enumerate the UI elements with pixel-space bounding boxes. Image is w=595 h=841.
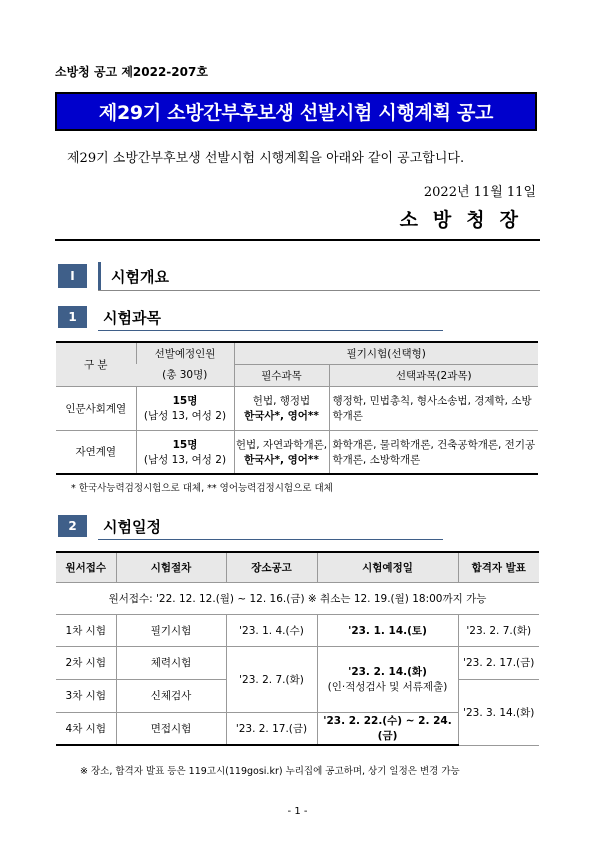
subsection-underline	[98, 330, 443, 331]
exam-date: '23. 2. 14.(화)	[348, 666, 427, 678]
quota-count: 15명	[172, 438, 198, 451]
row-quota	[136, 430, 234, 474]
intro-text: 제29기 소방간부후보생 선발시험 시행계획을 아래와 같이 공고합니다.	[67, 151, 465, 166]
schedule-footnote: ※ 장소, 합격자 발표 등은 119고시(119gosi.kr) 누리집에 공고하며, 상기 일정은 변경 가능	[80, 766, 460, 777]
subsection-title-schedule: 시험일정	[103, 518, 161, 536]
subsection-number-badge: 2	[58, 515, 87, 537]
venue-notice: '23. 2. 7.(화)	[226, 646, 317, 712]
header-divider	[55, 239, 540, 241]
row-required	[234, 430, 329, 474]
row-elective: 행정학, 민법총칙, 형사소송법, 경제학, 소방학개론	[329, 386, 538, 430]
table-row	[56, 386, 538, 430]
subjects-table	[56, 341, 538, 475]
header-venue-notice: 장소공고	[226, 552, 317, 582]
issuer-name: 소방청장	[399, 209, 533, 231]
venue-notice: '23. 1. 4.(수)	[226, 614, 317, 646]
exam-date: '23. 2. 22.(수) ~ 2. 24.(금)	[317, 712, 458, 745]
header-quota: 선발예정인원	[136, 342, 234, 364]
required-substitute: 한국사*, 영어**	[244, 410, 319, 422]
stage: 2차 시험	[56, 646, 116, 679]
header-written: 필기시험(선택형)	[234, 342, 538, 364]
header-exam-date: 시험예정일	[317, 552, 458, 582]
row-elective: 화학개론, 물리학개론, 건축공학개론, 전기공학개론, 소방학개론	[329, 430, 538, 474]
required-subjects: 헌법, 자연과학개론,	[235, 438, 328, 451]
procedure: 필기시험	[116, 614, 226, 646]
subsection-title-subjects: 시험과목	[103, 309, 161, 327]
quota-detail: (남성 13, 여성 2)	[143, 453, 227, 466]
result-date: '23. 3. 14.(화)	[458, 679, 539, 745]
result-date: '23. 2. 7.(화)	[458, 614, 539, 646]
row-required	[234, 386, 329, 430]
procedure: 면접시험	[116, 712, 226, 745]
subsection-number-badge: 1	[58, 306, 87, 328]
required-substitute: 한국사*, 영어**	[244, 453, 319, 466]
venue-notice: '23. 2. 17.(금)	[226, 712, 317, 745]
section-title: 시험개요	[111, 268, 169, 286]
table-row	[56, 614, 539, 646]
exam-date-cell	[317, 646, 458, 712]
required-subjects: 헌법, 행정법	[252, 395, 311, 407]
quota-detail: (남성 13, 여성 2)	[143, 410, 227, 422]
subsection-underline	[98, 539, 443, 540]
row-quota	[136, 386, 234, 430]
schedule-table	[56, 551, 539, 746]
section-underline	[98, 290, 540, 291]
page-number: - 1 -	[287, 806, 308, 817]
exam-date-note: (인·적성검사 및 서류제출)	[327, 681, 448, 693]
row-category: 자연계열	[56, 430, 136, 474]
header-elective: 선택과목(2과목)	[329, 364, 538, 386]
section-number-badge: I	[58, 264, 87, 288]
row-category: 인문사회계열	[56, 386, 136, 430]
header-procedure: 시험절차	[116, 552, 226, 582]
procedure: 신체검사	[116, 679, 226, 712]
application-period: 원서접수: '22. 12. 12.(월) ~ 12. 16.(금) ※ 취소는 12. 19.(월) 18:00까지 가능	[56, 582, 539, 614]
result-date: '23. 2. 17.(금)	[458, 646, 539, 679]
header-category: 구 분	[56, 342, 136, 386]
announcement-title: 제29기 소방간부후보생 선발시험 시행계획 공고	[98, 102, 494, 124]
section-accent-bar	[98, 262, 101, 290]
announcement-date: 2022년 11월 11일	[423, 185, 536, 200]
quota-count: 15명	[172, 395, 198, 407]
subjects-footnote: * 한국사능력검정시험으로 대체, ** 영어능력검정시험으로 대체	[71, 483, 333, 494]
procedure: 체력시험	[116, 646, 226, 679]
header-application: 원서접수	[56, 552, 116, 582]
exam-date: '23. 1. 14.(토)	[317, 614, 458, 646]
table-row	[56, 646, 539, 679]
announcement-title-box	[55, 92, 537, 131]
stage: 1차 시험	[56, 614, 116, 646]
header-required: 필수과목	[234, 364, 329, 386]
header-quota-total: (총 30명)	[136, 364, 234, 386]
stage: 4차 시험	[56, 712, 116, 745]
table-row	[56, 430, 538, 474]
notice-number: 소방청 공고 제2022-207호	[55, 65, 208, 79]
header-result: 합격자 발표	[458, 552, 539, 582]
stage: 3차 시험	[56, 679, 116, 712]
